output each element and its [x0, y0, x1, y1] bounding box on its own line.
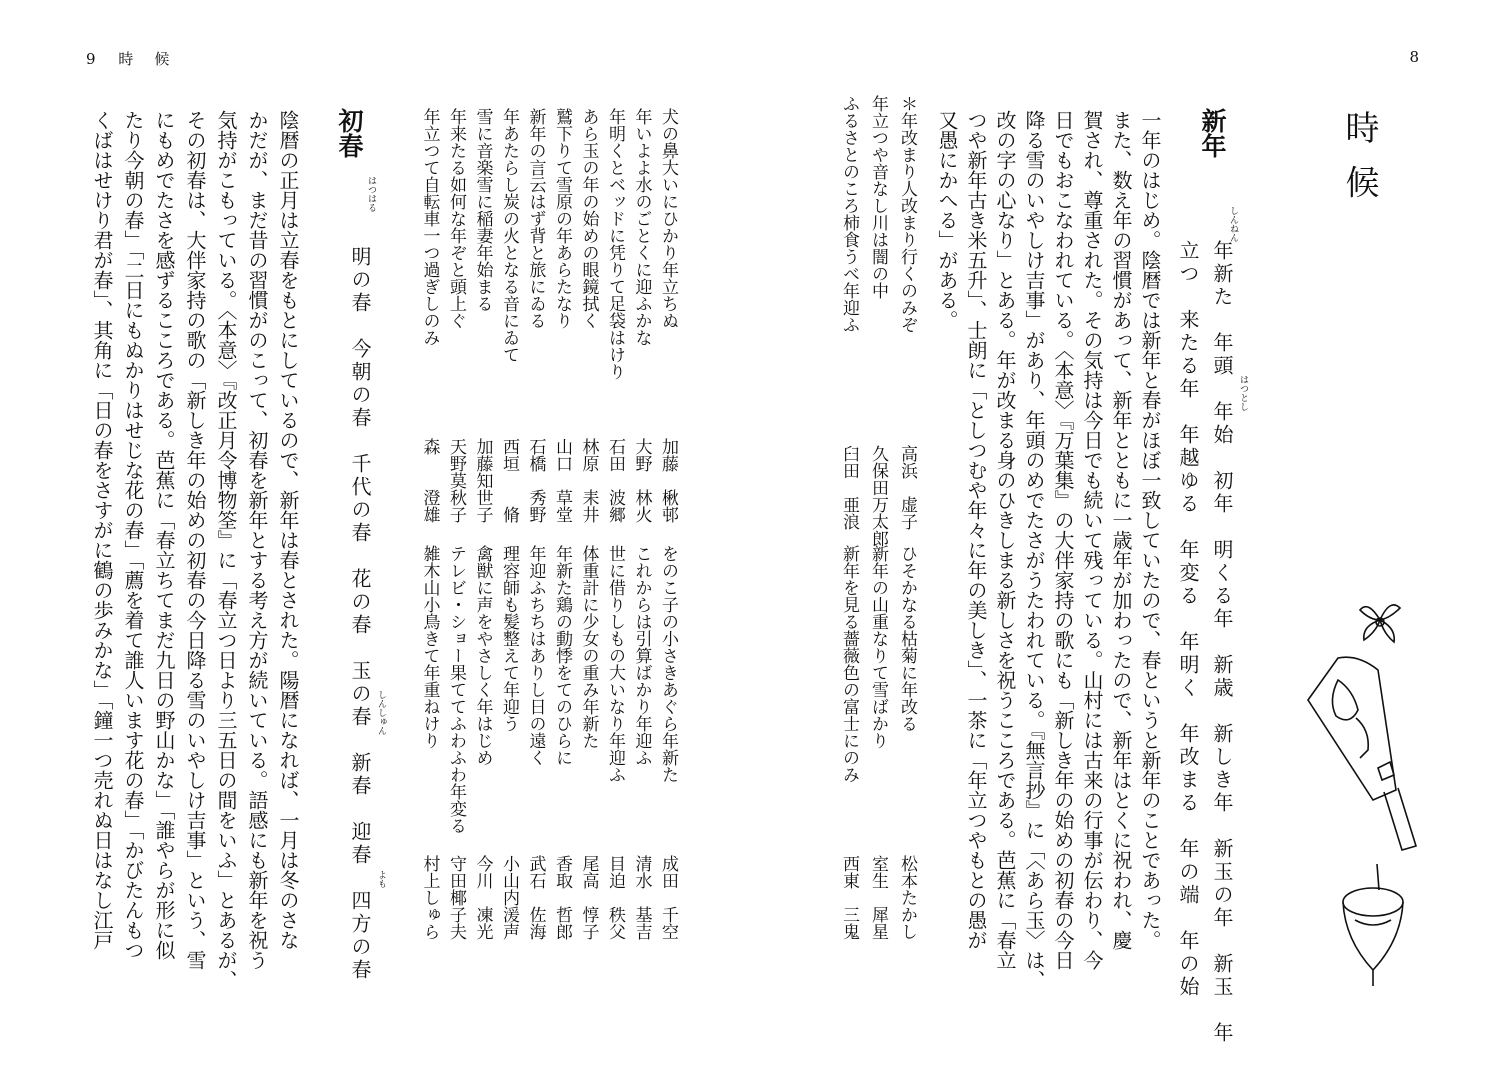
haiku-text: をのこ子の小さきあぐら年新た	[658, 545, 678, 783]
haiku-text: 体重計に少女の重み年新た	[578, 545, 599, 749]
haiku-text: 犬の鼻大いにひかり年立ちぬ	[658, 108, 678, 329]
haiku-author: 成田 千空	[658, 855, 678, 940]
haiku-text: ふるさとのころ柿食うべ年迎ふ	[839, 95, 859, 333]
page-number-right: 8	[1409, 48, 1422, 66]
haiku-author: 西垣 脩	[499, 438, 519, 523]
ruby-shinshun: しんしゅん	[376, 690, 386, 735]
haiku-text: 年あたらし炭の火となる音にゐて	[499, 108, 519, 363]
haiku-text: ひそかなる枯菊に年改る	[897, 545, 917, 732]
ruby-hatsutoshi: はつとし	[1238, 375, 1248, 411]
haiku-author: 天野莫秋子	[446, 438, 466, 523]
haiku-text: 禽獣に声をやさしく年はじめ	[472, 545, 493, 766]
kigo-shinnen-line2: 立つ 来たる年 年越ゆる 年変る 年明く 年改まる 年の端 年の始	[1176, 240, 1200, 999]
haiku-author: 石橋 秀野	[525, 438, 546, 523]
ruby-yomo: よも	[376, 870, 386, 888]
ruby-hatsuharu: はつはる	[366, 176, 376, 212]
haiku-author: 加藤知世子	[472, 438, 493, 523]
haiku-author: 小山内湲声	[499, 855, 519, 940]
body-text-line: 気持がこもっている。〈本意〉『改正月令博物筌』に「春立つ日より三五日の間をいふ」とあるが、	[214, 110, 238, 990]
body-text-line: つや新年古き米五升」、士朗に「としつむや年々に年の美しき」、一茶に「年立つやもとの愚が	[964, 110, 988, 950]
body-text-line: くばはせけり君が春」、其角に「日の春をさすがに鶴の歩みかな」「鐘一つ売れぬ日はなし江戸	[90, 110, 114, 950]
body-text-line: かだが、まだ昔の習慣がのこって、初春を新年とする考え方が続いている。語感にも新年を祝う	[245, 110, 269, 970]
haiku-author: 村上しゅら	[419, 855, 440, 940]
haiku-text: 年新た鶏の動悸をてのひらに	[552, 545, 572, 766]
haiku-text: ＊年改まり人改まり行くのみぞ	[897, 95, 917, 333]
haiku-author: 久保田万太郎	[868, 445, 888, 547]
spinning-top-icon	[1333, 860, 1415, 990]
haiku-author: 守田椰子夫	[446, 855, 466, 940]
body-text-line: たり今朝の春」「二日にもぬかりはせじな花の春」「薦を着て誰人います花の春」「かびたんもつ	[121, 110, 145, 960]
body-text-line: 改の字の心なり」とある。年が改まる身のひきしまる新しさを祝うこころである。芭蕉に「春立	[993, 110, 1017, 970]
body-text-line: 又愚にかへる」がある。	[935, 110, 959, 330]
body-text-line: 一年のはじめ。陰暦では新年と春がほぼ一致していたので、春というと新年のことであった。	[1138, 110, 1162, 950]
haiku-author: 今川 凍光	[472, 855, 493, 940]
haiku-author: 石田 波郷	[605, 438, 625, 523]
battledore-hagoita-icon	[1298, 650, 1428, 855]
haiku-author: 山口 草堂	[552, 438, 572, 523]
haiku-text: 新年を見る薔薇色の富士にのみ	[839, 545, 859, 783]
ruby-shinnen: しんねん	[1228, 206, 1238, 242]
haiku-text: 新年の山重なりて雪ばかり	[868, 545, 888, 749]
haiku-text: 年明くとベッドに凭りて足袋はけり	[605, 108, 625, 380]
haiku-text: あら玉の年の始めの眼鏡拭く	[578, 108, 599, 329]
pine-sprig-icon	[1350, 590, 1410, 650]
haiku-author: 林原 耒井	[578, 438, 599, 523]
haiku-text: 年立つて自転車一つ過ぎしのみ	[419, 108, 440, 346]
haiku-text: テレビ・ショー果ててふわふわ年変る	[446, 545, 466, 834]
haiku-author: 目迫 秩父	[605, 855, 625, 940]
haiku-author: 室生 犀星	[868, 855, 888, 940]
haiku-text: 世に借りしもの大いなり年迎ふ	[605, 545, 625, 783]
haiku-author: 高浜 虚子	[897, 445, 917, 530]
haiku-author: 香取 哲郎	[552, 855, 572, 940]
haiku-text: 雪に音楽雪に稲妻年始まる	[472, 108, 493, 312]
haiku-author: 大野 林火	[631, 438, 652, 523]
body-text-line: 日でもおこなわれている。〈本意〉『万葉集』の大伴家持の歌にも「新しき年の始めの初春の今日	[1051, 110, 1075, 970]
kigo-hatsuharu: 明の春 今朝の春 千代の春 花の春 玉の春 新春 迎春 四方の春	[348, 246, 372, 982]
haiku-author: 清水 基吉	[631, 855, 652, 940]
kigo-shinnen-line1: 年新た 年頭 年始 初年 明くる年 新歳 新しき年 新玉の年 新玉 年	[1210, 240, 1234, 1045]
haiku-author: 西東 三鬼	[839, 855, 859, 940]
page-number-left: 9	[86, 50, 99, 68]
haiku-author: 尾高 惇子	[578, 855, 599, 940]
haiku-text: 雑木山小鳥きて年重ねけり	[419, 545, 440, 749]
haiku-text: 鷲下りて雪原の年あらたなり	[552, 108, 572, 329]
haiku-text: 年来たる如何な年ぞと頭上ぐ	[446, 108, 466, 329]
haiku-text: 年迎ふちちはありし日の遠く	[525, 545, 546, 766]
haiku-author: 臼田 亜浪	[839, 445, 859, 530]
section-title: 時候	[1339, 110, 1379, 219]
haiku-text: 年いよよ水のごとくに迎ふかな	[631, 108, 652, 346]
haiku-text: これからは引算ばかり年迎ふ	[631, 545, 652, 766]
body-text-line: 賀され、尊重された。その気持は今日でも続いて残っている。山村には古来の行事が伝わり、今	[1080, 110, 1104, 970]
body-text-line: 陰暦の正月は立春をもとにしているので、新年は春とされた。陽暦になれば、一月は冬のさな	[276, 110, 300, 950]
haiku-author: 森 澄雄	[419, 438, 440, 523]
heading-shinnen: 新年	[1198, 108, 1227, 158]
running-head-left	[86, 48, 190, 69]
body-text-line: 降る雪のいやしけ吉事」があり、年頭のめでたさがうたわれている。『無言抄』に「〈あら玉〉は、	[1022, 110, 1046, 990]
haiku-text: 年立つや音なし川は闇の中	[868, 95, 888, 299]
haiku-text: 新年の言云はず背と旅にゐる	[525, 108, 546, 329]
haiku-author: 武石 佐海	[525, 855, 546, 940]
running-head-right	[1409, 48, 1422, 66]
body-text-line: その初春は、大伴家持の歌の「新しき年の始めの初春の今日降る雪のいやしけ吉事」という、雪	[183, 110, 207, 970]
haiku-author: 加藤 楸邨	[658, 438, 678, 523]
heading-hatsuharu: 初春	[335, 108, 364, 158]
haiku-author: 松本たかし	[897, 855, 917, 940]
body-text-line: また、数え年の習慣があって、新年とともに一歳年が加わったので、新年はとくに祝われ、慶	[1109, 110, 1133, 950]
body-text-line: にもめでたさを感ずるこころである。芭蕉に「春立ちてまだ九日の野山かな」「誰やらが形に似	[152, 110, 176, 960]
running-head-title: 時候	[118, 50, 191, 68]
haiku-text: 理容師も髪整えて年迎う	[499, 545, 519, 732]
